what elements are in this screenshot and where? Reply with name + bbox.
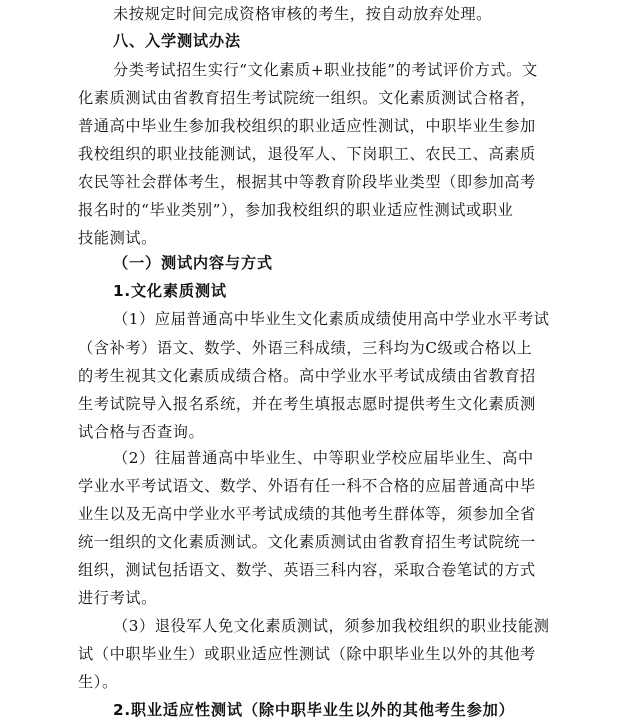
paragraph-line: 统一组织的文化素质测试。文化素质测试由省教育招生考试院统一 — [78, 533, 536, 551]
subsection-heading-aptitude-test: 2.职业适应性测试（除中职毕业生以外的其他考生参加） — [113, 701, 515, 719]
subsection-heading-cultural-test: 1.文化素质测试 — [113, 282, 227, 300]
paragraph-line: 报名时的“毕业类别”），参加我校组织的职业适应性测试或职业 — [78, 201, 514, 219]
paragraph-line: 分类考试招生实行“文化素质+职业技能”的考试评价方式。文 — [113, 61, 538, 79]
paragraph-line: 技能测试。 — [78, 229, 157, 247]
paragraph-line: （2）往届普通高中毕业生、中等职业学校应届毕业生、高中 — [113, 449, 534, 467]
paragraph-line: （3）退役军人免文化素质测试，须参加我校组织的职业技能测 — [113, 617, 550, 635]
subsection-heading-test-content: （一）测试内容与方式 — [113, 254, 273, 272]
paragraph-line: 学业水平考试语文、数学、外语有任一科不合格的应届普通高中毕 — [78, 477, 536, 495]
paragraph-line: 组织，测试包括语文、数学、英语三科内容，采取合卷笔试的方式 — [78, 561, 536, 579]
section-heading-admission-test: 八、入学测试办法 — [113, 32, 241, 50]
paragraph-line: （1）应届普通高中毕业生文化素质成绩使用高中学业水平考试 — [113, 310, 550, 328]
paragraph-line: 我校组织的职业技能测试，退役军人、下岗职工、农民工、高素质 — [78, 145, 536, 163]
paragraph-line: 进行考试。 — [78, 589, 157, 607]
paragraph-line: 生考试院导入报名系统，并在考生填报志愿时提供考生文化素质测 — [78, 395, 536, 413]
paragraph-line: 化素质测试由省教育招生考试院统一组织。文化素质测试合格者， — [78, 89, 536, 107]
paragraph-line: 未按规定时间完成资格审核的考生，按自动放弃处理。 — [113, 5, 492, 23]
paragraph-line: 业生以及无高中学业水平考试成绩的其他考生群体等，须参加全省 — [78, 505, 536, 523]
paragraph-line: 生）。 — [78, 673, 118, 691]
paragraph-line: 普通高中毕业生参加我校组织的职业适应性测试，中职毕业生参加 — [78, 117, 536, 135]
paragraph-line: 的考生视其文化素质成绩合格。高中学业水平考试成绩由省教育招 — [78, 367, 536, 385]
paragraph-line: （含补考）语文、数学、外语三科成绩，三科均为C级或合格以上 — [78, 339, 533, 357]
paragraph-line: 农民等社会群体考生，根据其中等教育阶段毕业类型（即参加高考 — [78, 173, 536, 191]
paragraph-line: 试（中职毕业生）或职业适应性测试（除中职毕业生以外的其他考 — [78, 645, 536, 663]
paragraph-line: 试合格与否查询。 — [78, 423, 205, 441]
